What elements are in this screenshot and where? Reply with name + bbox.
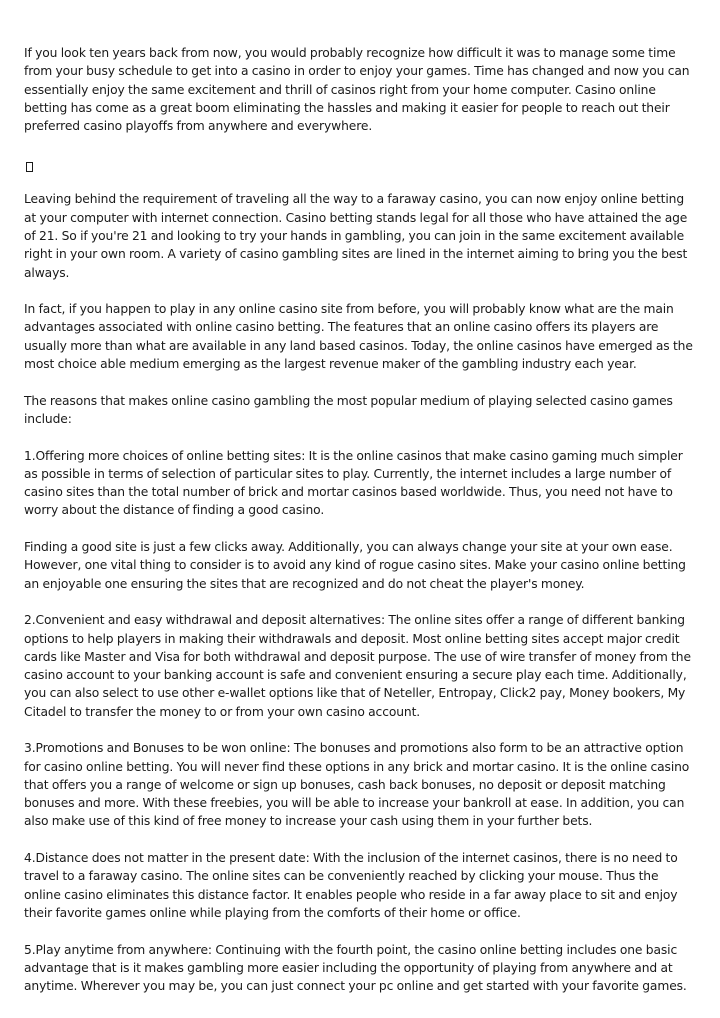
paragraph-reason-1: 1.Offering more choices of online betting sites: It is the online casinos that make casino gaming much simpler as possible in terms of selection of particular sites to play. Currently, the internet includes a large number of casino sites than the total number of brick and mortar casinos based worldwide. Thus, you need not have to worry about the distance of finding a good casino.	[24, 448, 683, 518]
paragraph-reason-5: 5.Play anytime from anywhere: Continuing with the fourth point, the casino online betting includes one basic advantage that is it makes gambling more easier including the opportunity of playing from anywhere and at anytime. Wherever you may be, you can just connect your pc online and get started with your favorite games.	[24, 942, 687, 994]
paragraph-reason-3: 3.Promotions and Bonuses to be won online: The bonuses and promotions also form to be an attractive option for casino online betting. You will never find these options in any brick and mortar casino. It is the online casino that offers you a range of welcome or sign up bonuses, cash back bonuses, no deposit or deposit matching bonuses and more. With these freebies, you will be able to increase your bankroll at ease. In addition, you can also make use of this kind of free money to increase your cash using them in your further bets.	[24, 741, 690, 829]
paragraph-reasons-intro: The reasons that makes online casino gambling the most popular medium of playing selected casino games include:	[24, 393, 673, 426]
missing-glyph-line	[24, 154, 696, 172]
missing-glyph-icon	[26, 162, 33, 172]
paragraph-intro: If you look ten years back from now, you would probably recognize how difficult it was to manage some time from your busy schedule to get into a casino in order to enjoy your games. Time has changed and now you can essentially enjoy the same excitement and thrill of casinos right from your home computer. Casino online betting has come as a great boom eliminating the hassles and making it easier for people to reach out their preferred casino playoffs from anywhere and everywhere.	[24, 46, 690, 134]
paragraph-advantages: In fact, if you happen to play in any online casino site from before, you will probably know what are the main advantages associated with online casino betting. The features that an online casino offers its players are usually more than what are available in any land based casinos. Today, the online casinos have emerged as the most choice able medium emerging as the largest revenue maker of the gambling industry each year.	[24, 302, 693, 372]
article-body	[24, 44, 696, 1014]
paragraph-reason-4: 4.Distance does not matter in the present date: With the inclusion of the internet casinos, there is no need to travel to a faraway casino. The online sites can be conveniently reached by clicking your mouse. Thus the online casino eliminates this distance factor. It enables people who reside in a far away place to sit and enjoy their favorite games online while playing from the comforts of their home or office.	[24, 851, 678, 920]
paragraph-reason-2: 2.Convenient and easy withdrawal and deposit alternatives: The online sites offer a range of different banking options to help players in making their withdrawals and deposit. Most online betting sites accept major credit cards like Master and Visa for both withdrawal and deposit purpose. The use of wire transfer of money from the casino account to your banking account is safe and convenient ensuring a secure play each time. Additionally, you can also select to use other e-wallet options like that of Neteller, Entropay, Click2 pay, Money bookers, My Citadel to transfer the money to or from your own casino account.	[24, 613, 691, 719]
paragraph-finding-site: Finding a good site is just a few clicks away. Additionally, you can always change your site at your own ease. However, one vital thing to consider is to avoid any kind of rogue casino sites. Make your casino online betting an enjoyable one ensuring the sites that are recognized and do not cheat the player's money.	[24, 540, 686, 591]
paragraph-travel: Leaving behind the requirement of traveling all the way to a faraway casino, you can now enjoy online betting at your computer with internet connection. Casino betting stands legal for all those who have attained the age of 21. So if you're 21 and looking to try your hands in gambling, you can join in the same excitement available right in your own room. A variety of casino gambling sites are lined in the internet aiming to bring you the best always.	[24, 192, 688, 280]
